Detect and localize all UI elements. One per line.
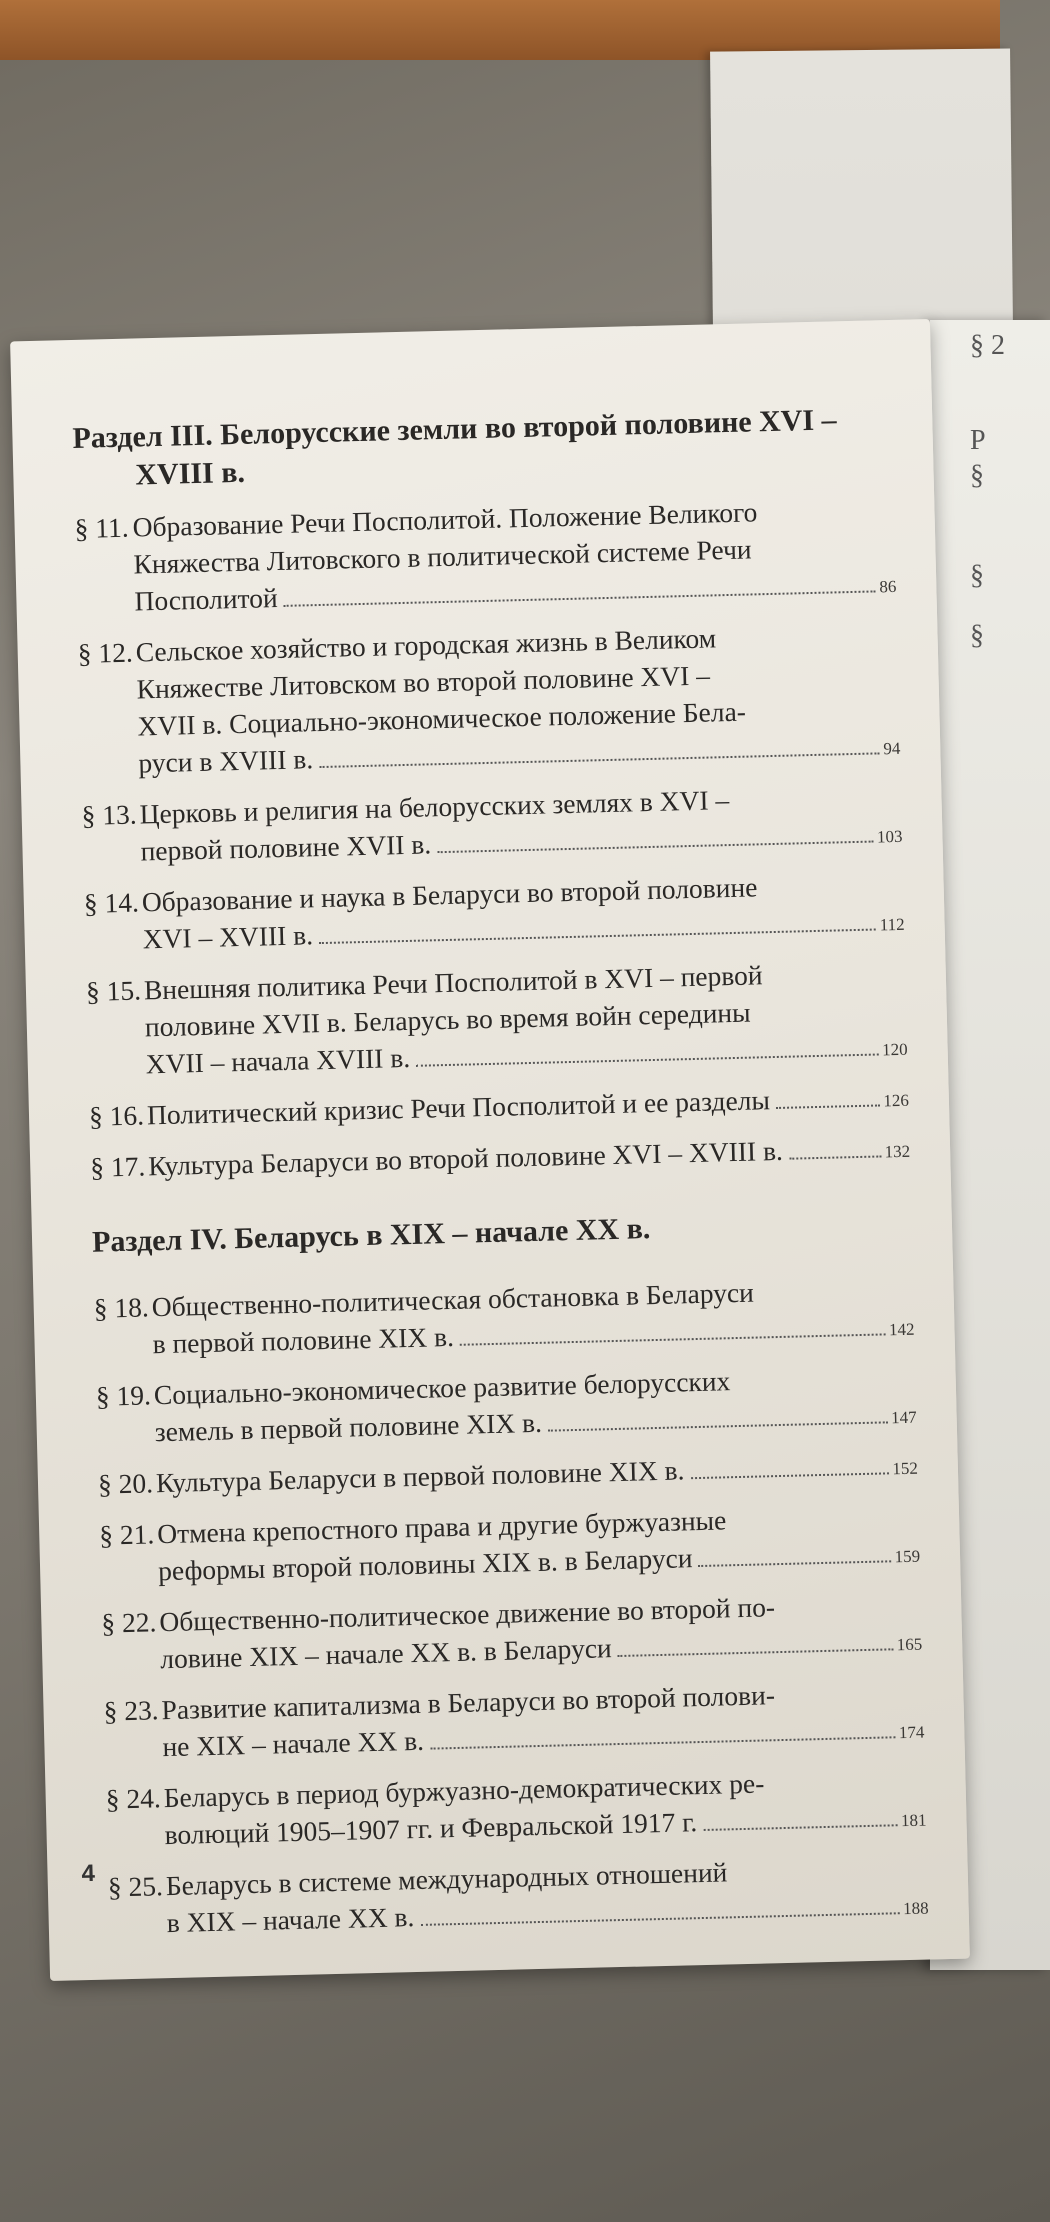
toc-entry[interactable] xyxy=(95,1358,917,1456)
entry-title-last-line: Посполитой xyxy=(134,582,278,617)
entry-number: § 17. xyxy=(89,1150,146,1183)
entry-title-last-line: Культура Беларуси во второй половине XVI – XVIII в. xyxy=(147,1134,784,1182)
entry-page-number: 103 xyxy=(876,826,903,847)
entry-number: § 14. xyxy=(83,886,140,919)
dot-leader xyxy=(703,1824,897,1831)
entry-title-last-line: XVI – XVIII в. xyxy=(142,919,314,955)
entry-number: § 22. xyxy=(101,1606,157,1639)
facing-page-char: § xyxy=(970,560,984,591)
entry-title-last-line: земель в первой половине XIX в. xyxy=(154,1406,543,1448)
entry-title-last-line: Культура Беларуси в первой половине XIX в. xyxy=(155,1454,685,1499)
dot-leader xyxy=(437,841,873,854)
toc-entry[interactable] xyxy=(101,1585,923,1683)
facing-page-char: Р xyxy=(970,425,986,456)
entry-title-last-line: в первой половине XIX в. xyxy=(152,1320,455,1360)
entry-number: § 12. xyxy=(77,636,134,669)
dot-leader xyxy=(691,1472,889,1479)
entry-title-line: Образование Речи Посполитой. Положение Великого xyxy=(132,496,758,543)
entry-title-last-line: XVII – начала XVIII в. xyxy=(145,1041,411,1080)
section-heading-continuation: XVIII в. xyxy=(134,455,246,492)
dot-leader xyxy=(284,590,876,606)
entry-number: § 25. xyxy=(107,1870,164,1903)
entry-title-line: Беларусь в период буржуазно-демократических ре- xyxy=(163,1767,765,1814)
dot-leader xyxy=(789,1155,881,1159)
toc-entry[interactable] xyxy=(105,1761,927,1859)
entry-title-last-line: не XIX – начале XX в. xyxy=(162,1724,425,1763)
entry-number: § 13. xyxy=(81,798,138,831)
toc-entry[interactable] xyxy=(98,1446,919,1507)
entry-number: § 16. xyxy=(88,1099,145,1132)
table-of-contents xyxy=(72,400,929,1957)
entry-title-line: Княжестве Литовском во второй половине XVI – xyxy=(136,659,711,705)
book-page xyxy=(10,319,970,1981)
entry-number: § 19. xyxy=(95,1379,152,1412)
entry-page-number: 112 xyxy=(879,914,905,935)
entry-title-line: Сельское хозяйство и городская жизнь в Великом xyxy=(135,622,717,668)
entry-title-last-line: ловине XIX – начале XX в. в Беларуси xyxy=(159,1632,613,1675)
dot-leader xyxy=(460,1333,885,1345)
dot-leader xyxy=(430,1736,895,1749)
entry-title-last-line: в XIX – начале XX в. xyxy=(166,1901,415,1939)
dot-leader xyxy=(699,1560,891,1567)
entry-number: § 11. xyxy=(74,511,130,544)
entry-title-line: Социально-экономическое развитие белорусских xyxy=(153,1365,731,1411)
entry-page-number: 120 xyxy=(881,1039,908,1060)
entry-page-number: 94 xyxy=(883,738,901,759)
entry-page-number: 152 xyxy=(892,1458,919,1479)
entry-page-number: 165 xyxy=(896,1634,923,1655)
entry-title-line: Княжества Литовского в политической системе Речи xyxy=(133,533,752,580)
entry-page-number: 142 xyxy=(888,1319,915,1340)
toc-entry[interactable] xyxy=(107,1849,929,1947)
dot-leader xyxy=(319,929,876,945)
dot-leader xyxy=(420,1912,899,1926)
entry-title-line: Образование и наука в Беларуси во второй половине xyxy=(141,871,758,918)
toc-entry[interactable] xyxy=(86,953,909,1088)
entry-number: § 15. xyxy=(85,974,142,1007)
dot-leader xyxy=(618,1648,893,1657)
dot-leader xyxy=(776,1104,879,1109)
entry-page-number: 147 xyxy=(890,1407,917,1428)
entry-title-line: Общественно-политическая обстановка в Беларуси xyxy=(151,1276,755,1323)
toc-entry[interactable] xyxy=(99,1497,921,1595)
toc-entry[interactable] xyxy=(90,1129,911,1190)
toc-entry[interactable] xyxy=(74,490,897,625)
entry-page-number: 174 xyxy=(898,1722,925,1743)
dot-leader xyxy=(319,752,879,768)
toc-entry[interactable] xyxy=(81,777,903,875)
dot-leader xyxy=(548,1421,887,1431)
entry-number: § 24. xyxy=(105,1782,162,1815)
facing-page-char: § xyxy=(970,460,984,491)
entry-page-number: 181 xyxy=(900,1810,927,1831)
entry-title-last-line: руси в XVIII в. xyxy=(138,743,314,779)
entry-title-last-line: Политический кризис Речи Посполитой и ее разделы xyxy=(146,1084,771,1131)
entry-number: § 20. xyxy=(97,1467,154,1500)
entry-title-line: Развитие капитализма в Беларуси во второй полови- xyxy=(161,1679,776,1726)
entry-number: § 18. xyxy=(93,1291,150,1324)
entry-title-line: Отмена крепостного права и другие буржуазные xyxy=(156,1504,727,1550)
entry-number: § 23. xyxy=(103,1694,159,1727)
entry-page-number: 188 xyxy=(902,1898,929,1919)
section-heading-text: Раздел IV. Беларусь в XIX – начале XX в. xyxy=(91,1212,651,1259)
facing-page-char: § xyxy=(970,620,984,651)
entry-title-last-line: волюций 1905–1907 гг. и Февральской 1917 г. xyxy=(164,1806,698,1851)
entry-page-number: 132 xyxy=(884,1141,911,1162)
toc-entry[interactable] xyxy=(103,1673,925,1771)
section-heading-text: Раздел III. Белорусские земли во второй половине XVI – xyxy=(72,403,837,455)
entry-title-line: Церковь и религия на белорусских землях в XVI – xyxy=(139,784,730,830)
entry-page-number: 126 xyxy=(883,1090,910,1111)
page-number: 4 xyxy=(81,1859,96,1888)
toc-entry[interactable] xyxy=(77,615,900,787)
toc-entry[interactable] xyxy=(89,1078,910,1139)
entry-title-last-line: первой половине XVII в. xyxy=(140,828,432,867)
entry-title-line: Внешняя политика Речи Посполитой в XVI – первой xyxy=(143,959,763,1006)
toc-entry[interactable] xyxy=(83,865,905,963)
section-heading xyxy=(72,400,894,496)
entry-title-last-line: реформы второй половины XIX в. в Беларуси xyxy=(157,1542,693,1587)
facing-page-char: § 2 xyxy=(970,330,1005,361)
entry-page-number: 159 xyxy=(894,1546,921,1567)
dot-leader xyxy=(416,1053,878,1066)
entry-number: § 21. xyxy=(98,1518,155,1551)
entry-title-line: Общественно-политическое движение во второй по- xyxy=(159,1591,776,1638)
entry-title-line: XVII в. Социально-экономическое положение Бела- xyxy=(137,695,747,742)
entry-title-line: Беларусь в системе международных отношений xyxy=(165,1856,728,1902)
entry-title-line: половине XVII в. Беларусь во время войн середины xyxy=(144,996,751,1043)
entry-page-number: 86 xyxy=(879,576,897,597)
